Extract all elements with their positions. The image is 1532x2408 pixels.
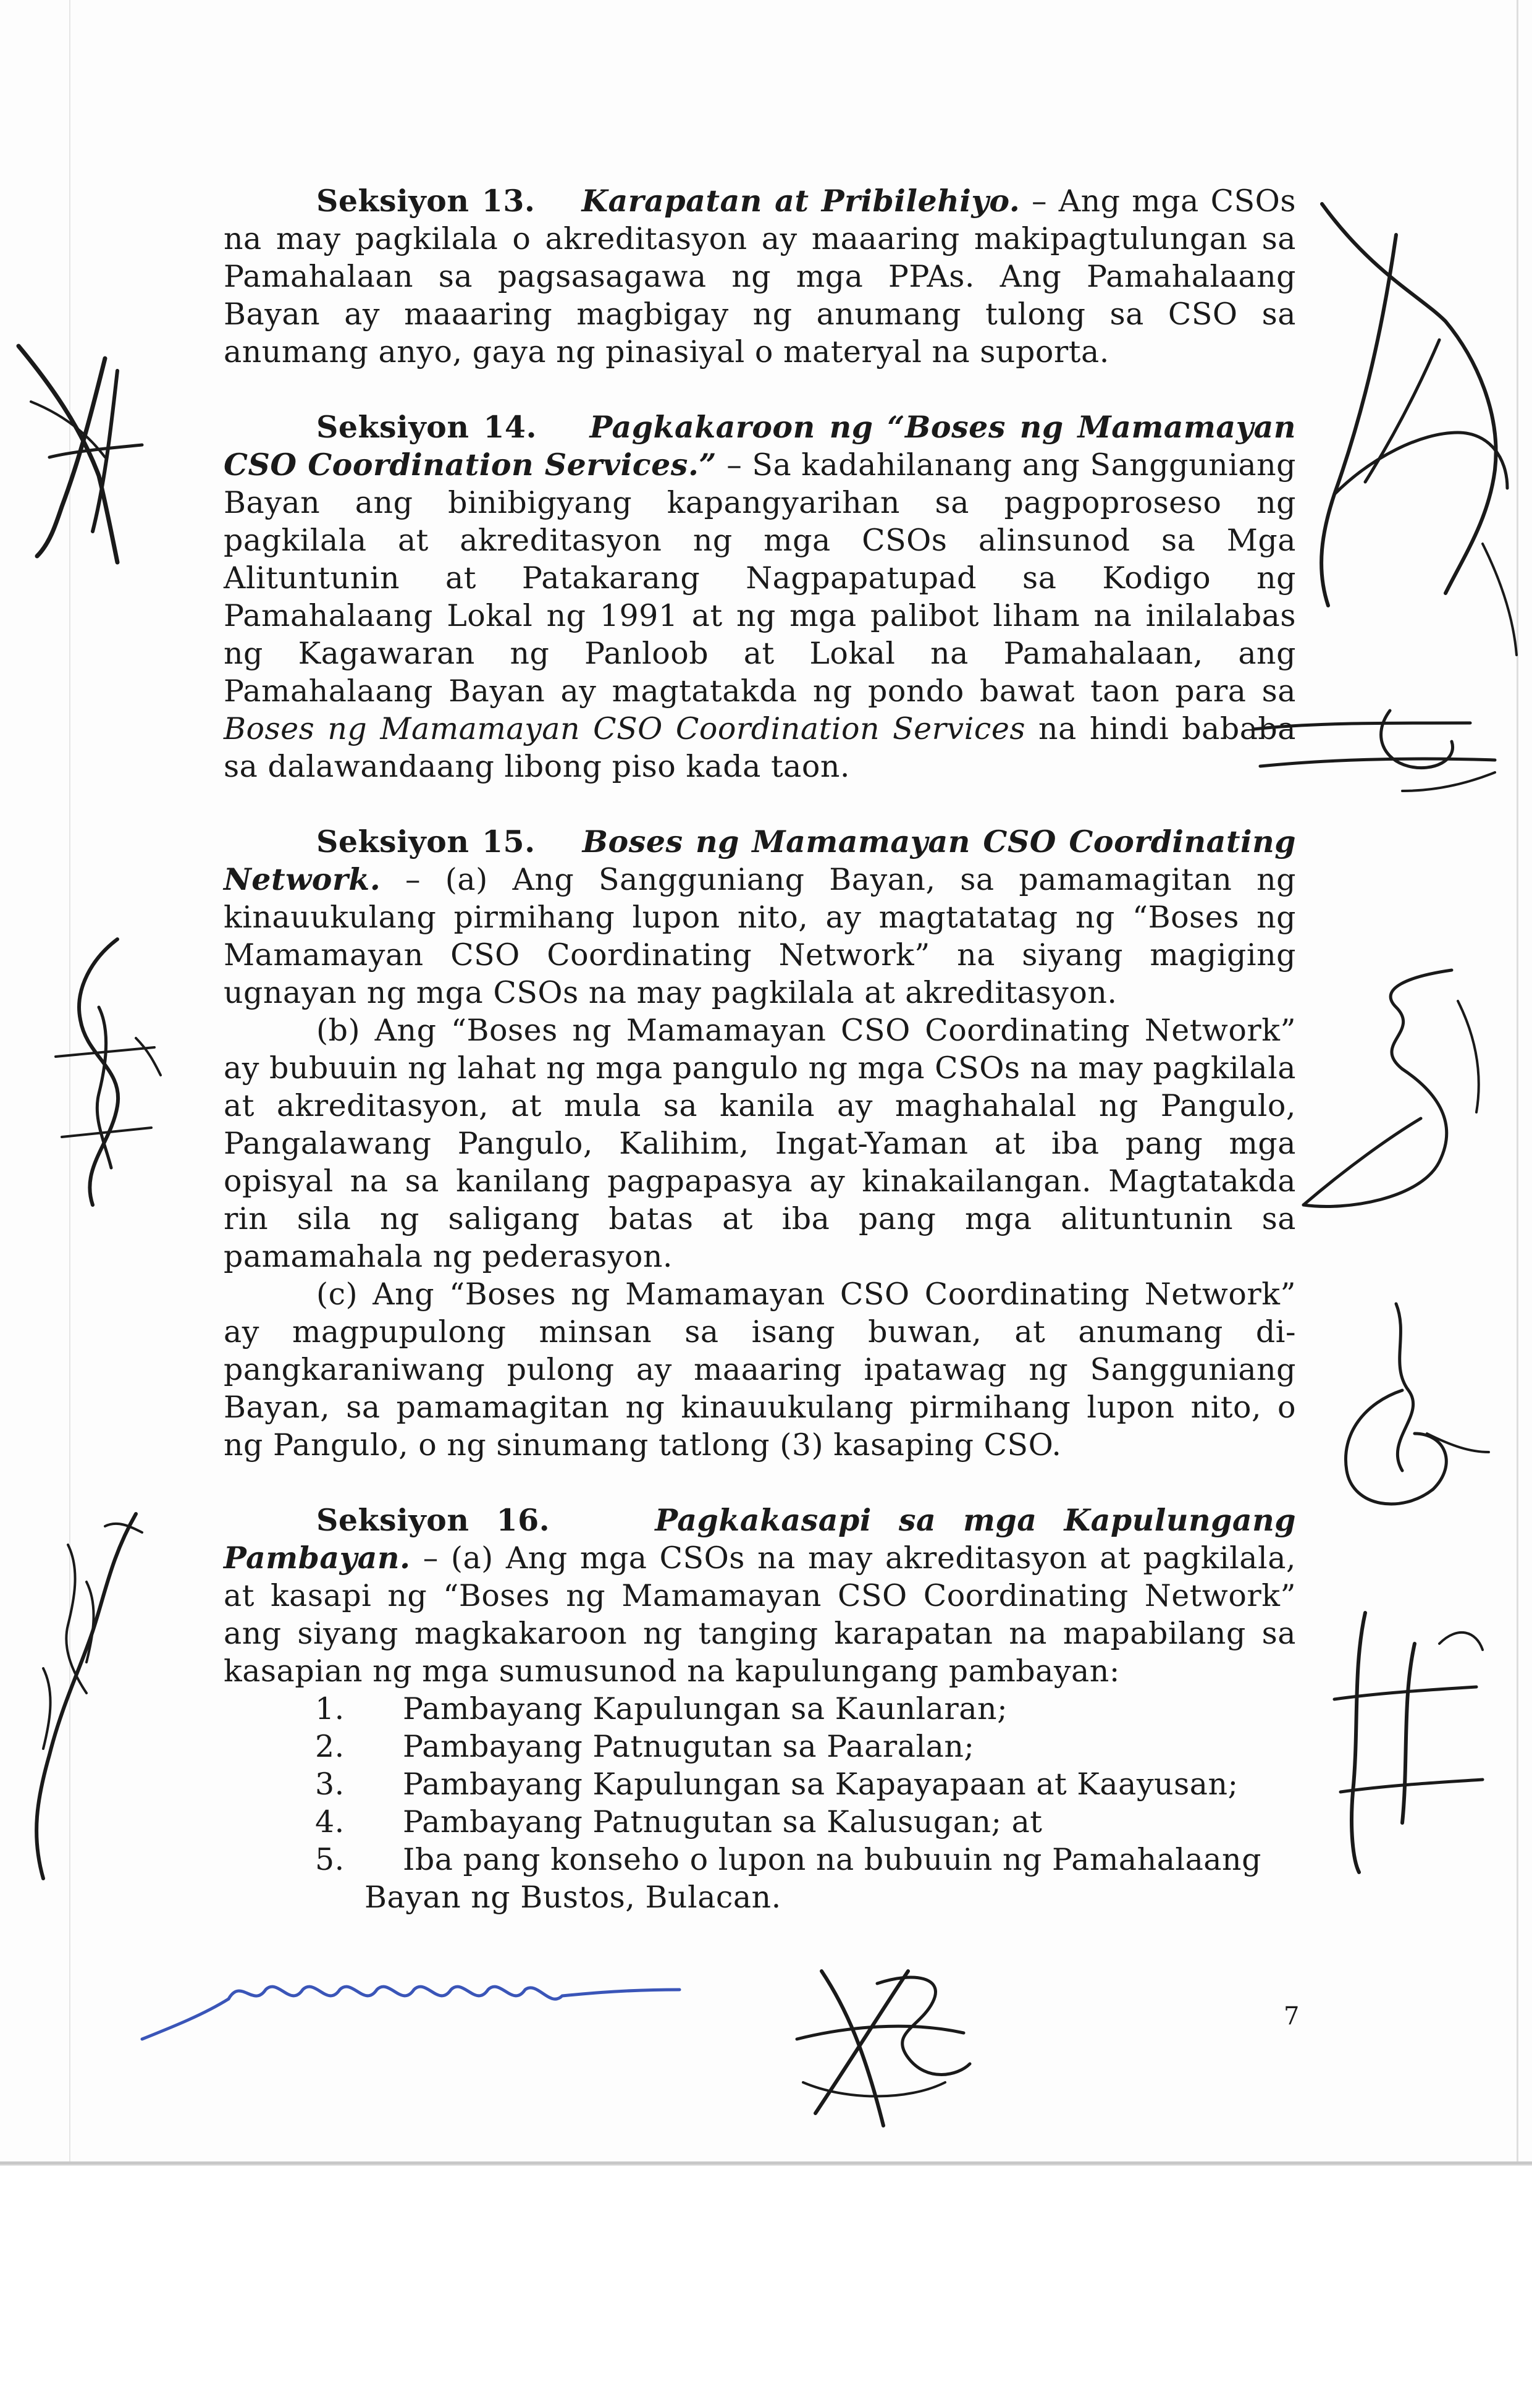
list-item [224,1728,1296,1765]
section-16 [224,1502,1296,1690]
signature-right-4 [1328,1298,1495,1532]
section-13 [224,182,1296,371]
spacer [224,371,1296,408]
section-13-body: – Ang mga CSOs na may pagkilala o akreditasyon ay maaaring makipagtulungan sa Pamahalaan sa pagsasagawa ng mga PPAs. Ang Pamahalaang Bayan ay maaaring magbigay ng anumang tulong sa CSO sa anumang anyo, gaya ng pinasiyal o materyal na suporta. [224,184,1296,370]
signature-left-2 [43,933,167,1230]
section-15-para-a: – (a) Ang Sangguniang Bayan, sa pamamagitan ng kinauukulang pirmihang lupon nito, ay magtatatag ng “Boses ng Mamamayan CSO Coordinating Network” na siyang magiging ugnayan ng mga CSOs na may pagkilala at akreditasyon. [224,862,1296,1010]
section-14-body-a: – Sa kadahilanang ang Sangguniang Bayan ang binibigyang kapangyarihan sa pagpoproseso ng pagkilala at akreditasyon ng mga CSOs alinsunod sa Mga Alituntunin at Patakarang Nagpapatupad sa Kodigo ng Pamahalaang Lokal ng 1991 at ng mga palibot liham na inilalabas ng Kagawaran ng Panloob at Lokal na Pamahalaan, ang Pamahalaang Bayan ay magtatakda ng pondo bawat taon para sa [224,447,1297,709]
list-item [224,1765,1296,1803]
page-bottom-shadow [0,2165,1532,2166]
section-15 [224,823,1296,1012]
list-item-number: 2. [315,1729,345,1764]
list-item-number: 1. [315,1691,345,1726]
signature-right-3 [1297,964,1501,1223]
section-15-para-c: (c) Ang “Boses ng Mamamayan CSO Coordinating Network” ay magpupulong minsan sa isang buwan, at anumang di-pangkaraniwang pulong ay maaaring ipatawag ng Sangguniang Bayan, sa pamamagitan ng kinauukulang pirmihang lupon nito, o ng Pangulo, o ng sinumang tatlong (3) kasaping CSO. [224,1277,1296,1463]
section-15-para-b: (b) Ang “Boses ng Mamamayan CSO Coordinating Network” ay bubuuin ng lahat ng mga pangulo ng mga CSOs na may pagkilala at akreditasyon, at mula sa kanila ay maghahalal ng Pangulo, Pangalawang Pangulo, Kalihim, Ingat-Yaman at iba pang mga opisyal na sa kanilang pagpapasya ay kinakailangan. Magtatakda rin sila ng saligang batas at iba pang mga alituntunin sa pamamahala ng pederasyon. [224,1013,1296,1274]
list-item [224,1841,1296,1878]
signature-bottom-black [785,1959,982,2132]
section-14-body-b: na hindi bababa sa dalawandaang libong piso kada taon. [224,711,1296,784]
list-item [224,1690,1296,1728]
page-number: 7 [1284,2002,1300,2030]
section-15-title: Boses ng Mamamayan CSO Coordinating Network. [224,824,1296,897]
list-item-text: Pambayang Patnugutan sa Paaralan; [403,1729,975,1764]
signature-left-3 [6,1508,154,1891]
list-item-continuation: Bayan ng Bustos, Bulacan. [364,1880,781,1915]
section-16-title: Pagkakasapi sa mga Kapulungang Pambayan. [224,1502,1296,1576]
section-14-body-italic: Boses ng Mamamayan CSO Coordination Services [224,711,1025,746]
signature-right-2 [1248,698,1507,803]
spacer [224,785,1296,823]
section-13-title: Karapatan at Pribilehiyo. [581,183,1021,219]
section-14-heading: Seksiyon 14. [316,409,537,445]
list-item-number: 3. [315,1767,345,1802]
section-16-heading: Seksiyon 16. [316,1502,550,1538]
list-item-number: 4. [315,1804,345,1840]
signature-left-1 [12,334,161,575]
list-item-number: 5. [315,1842,345,1877]
signature-bottom-blue [136,1965,815,2058]
section-14-title: Pagkakaroon ng “Boses ng Mamamayan CSO Coordination Services.” [224,409,1296,483]
list-item-text: Iba pang konseho o lupon na bubuuin ng Pamahalaang [403,1842,1261,1877]
document-body [224,182,1296,1916]
section-14 [224,408,1296,785]
list-item [224,1803,1296,1841]
signature-right-1 [1297,198,1520,674]
spacer [224,1464,1296,1502]
signature-right-5 [1328,1607,1495,1878]
list-item-text: Pambayang Kapulungan sa Kapayapaan at Kaayusan; [403,1767,1239,1802]
section-16-intro: – (a) Ang mga CSOs na may akreditasyon at pagkilala, at kasapi ng “Boses ng Mamamayan CSO Coordinating Network” ang siyang magkakaroon ng tanging karapatan na mapabilang sa kasapian ng mga sumusunod na kapulungang pambayan: [224,1540,1296,1689]
list-item-text: Pambayang Kapulungan sa Kaunlaran; [403,1691,1008,1726]
list-item-text: Pambayang Patnugutan sa Kalusugan; at [403,1804,1043,1840]
section-13-heading: Seksiyon 13. [316,183,536,219]
section-15-heading: Seksiyon 15. [316,824,536,860]
